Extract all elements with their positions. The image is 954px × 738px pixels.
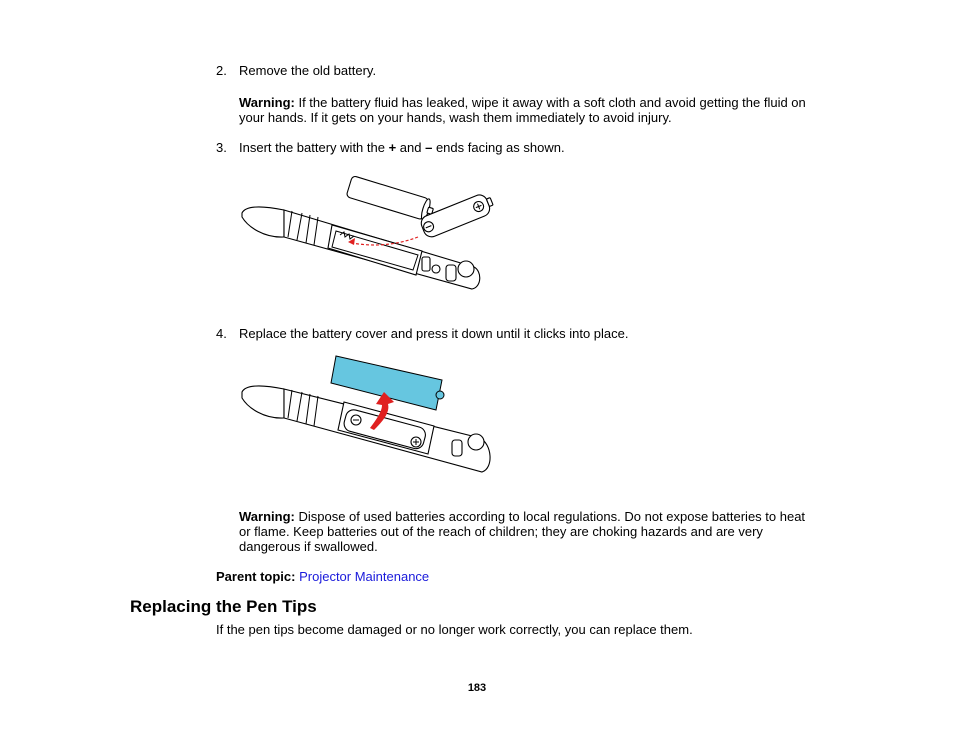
new-battery-image — [419, 191, 496, 239]
parent-topic — [216, 569, 429, 584]
warning-text: If the battery fluid has leaked, wipe it away with a soft cloth and avoid getting the fluid on your hands. If it gets on your hands, wash them immediately to avoid injury. — [239, 95, 806, 125]
parent-topic-link[interactable]: Projector Maintenance — [299, 569, 430, 584]
section-heading: Replacing the Pen Tips — [130, 597, 317, 616]
step-text: Insert the battery with the + and – ends facing as shown. — [239, 140, 565, 155]
warning-label: Warning: — [239, 509, 295, 524]
step-number: 2. — [216, 63, 227, 78]
replace-cover-illustration — [236, 350, 506, 478]
section-intro: If the pen tips become damaged or no longer work correctly, you can replace them. — [216, 622, 693, 637]
warning-label: Warning: — [239, 95, 295, 110]
insert-battery-illustration — [236, 165, 506, 295]
step-text: Replace the battery cover and press it down until it clicks into place. — [239, 326, 629, 341]
step-number: 3. — [216, 140, 227, 155]
step-text: Remove the old battery. — [239, 63, 377, 78]
step-number: 4. — [216, 326, 227, 341]
old-battery-image — [346, 176, 436, 222]
warning-note — [239, 509, 815, 554]
page-number: 183 — [467, 682, 487, 694]
warning-note — [239, 95, 819, 125]
pen-body-image — [242, 386, 490, 472]
warning-text: Dispose of used batteries according to local regulations. Do not expose batteries to heat or flame. Keep batteries out of the reach of children; they are choking hazards and are very dangerous if swallowed. — [239, 509, 806, 554]
parent-topic-label: Parent topic: — [216, 569, 296, 584]
